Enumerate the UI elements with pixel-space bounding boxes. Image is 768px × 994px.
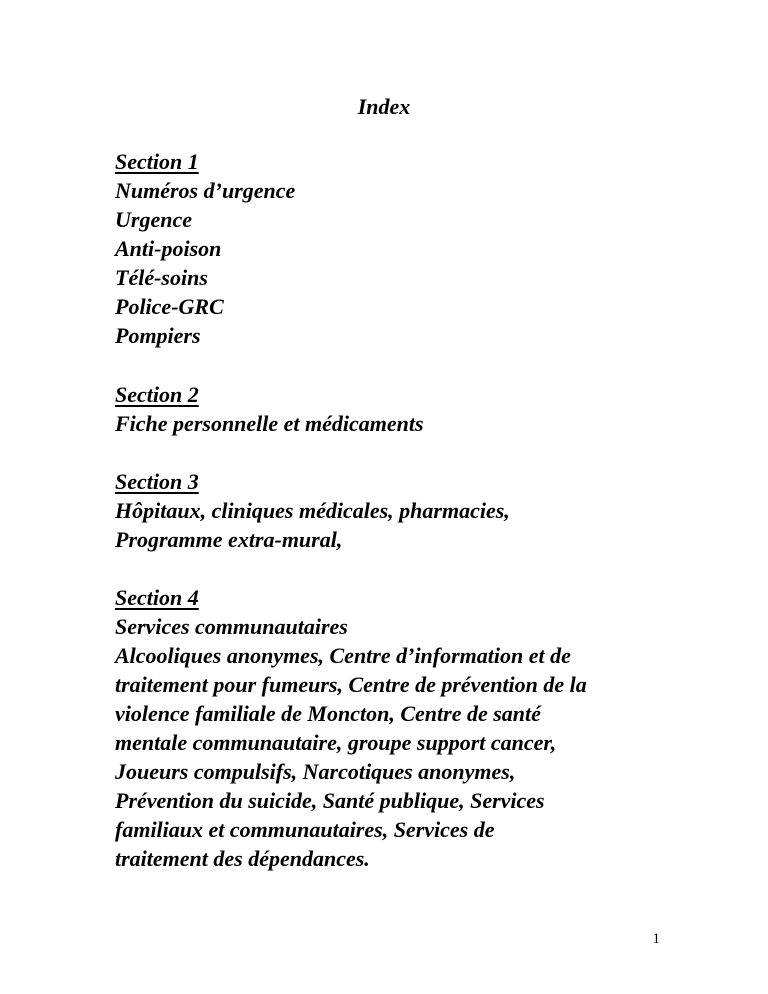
section-line: Services communautaires (115, 614, 348, 639)
section-heading: Section 4 (115, 585, 199, 610)
section-line: Prévention du suicide, Santé publique, Services (115, 788, 545, 813)
section-3 (115, 467, 675, 554)
section-line: Pompiers (115, 323, 201, 348)
section-line: Fiche personnelle et médicaments (115, 411, 424, 436)
section-line: traitement pour fumeurs, Centre de prévention de la (115, 672, 587, 697)
section-line: violence familiale de Moncton, Centre de santé (115, 701, 541, 726)
page-title: Index (357, 94, 411, 119)
section-line: Numéros d’urgence (115, 178, 296, 203)
section-heading: Section 1 (115, 149, 199, 174)
section-2 (115, 380, 675, 438)
section-heading: Section 3 (115, 469, 199, 494)
section-1 (115, 147, 675, 350)
section-line: Joueurs compulsifs, Narcotiques anonymes, (115, 759, 516, 784)
section-heading: Section 2 (115, 382, 199, 407)
section-line: Police-GRC (115, 294, 224, 319)
section-line: Télé-soins (115, 265, 208, 290)
section-line: familiaux et communautaires, Services de (115, 817, 495, 842)
section-line: Urgence (115, 207, 192, 232)
section-line: Anti-poison (115, 236, 222, 261)
section-line: Programme extra-mural, (115, 527, 343, 552)
section-line: traitement des dépendances. (115, 846, 370, 871)
section-line: mentale communautaire, groupe support cancer, (115, 730, 557, 755)
section-line: Hôpitaux, cliniques médicales, pharmacies, (115, 498, 510, 523)
section-line: Alcooliques anonymes, Centre d’information et de (115, 643, 571, 668)
page-number: 1 (652, 931, 660, 947)
section-4 (115, 583, 675, 873)
